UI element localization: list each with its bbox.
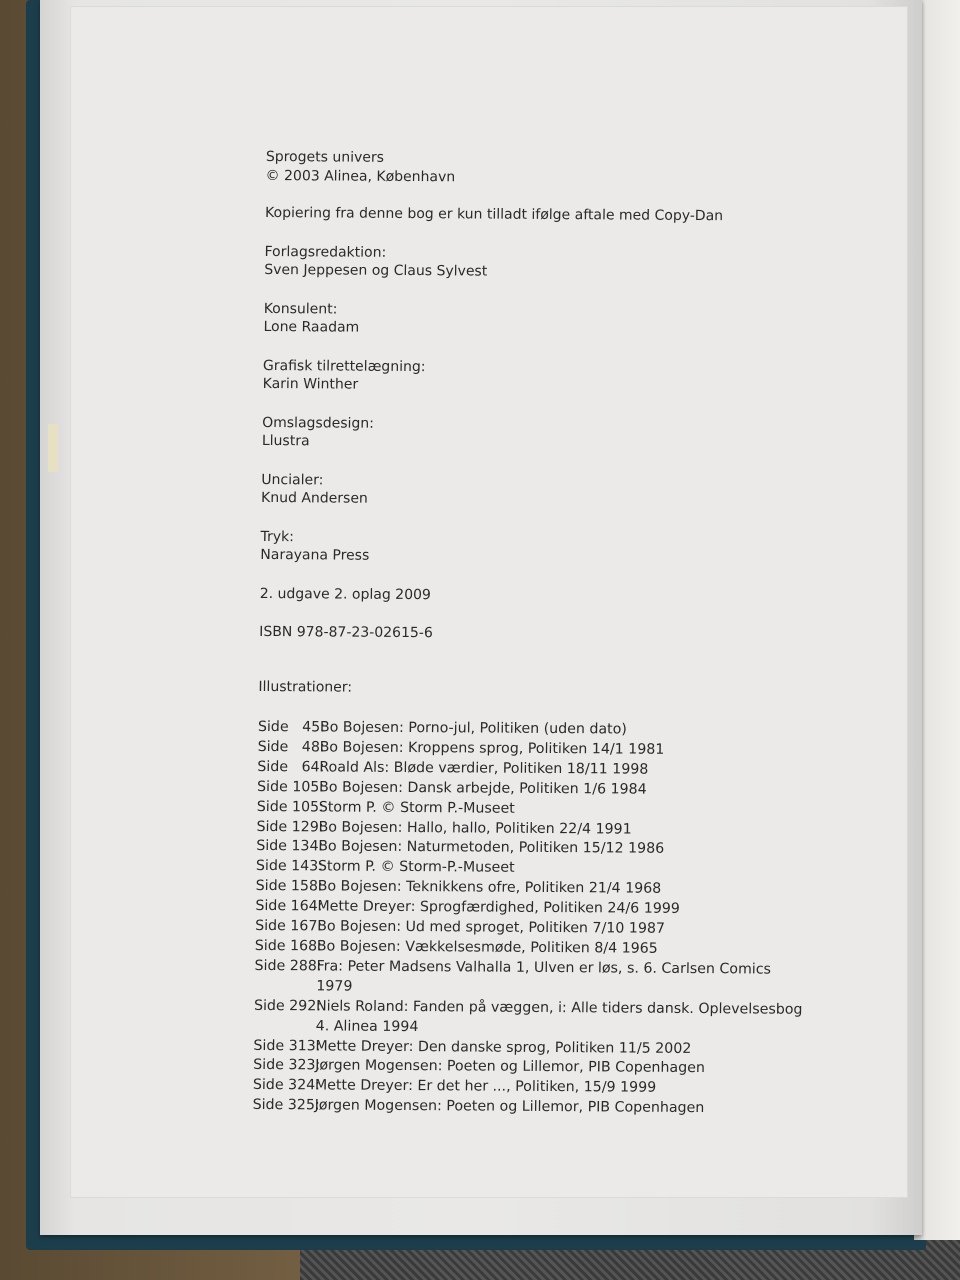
illustration-credit: Bo Bojesen: Naturmetoden, Politiken 15/12 1986 [318, 838, 665, 858]
credit-label: Uncialer: [261, 471, 324, 488]
illustration-page: Side 134: [256, 838, 324, 855]
credit-block [263, 299, 824, 340]
illustration-credit: Bo Bojesen: Kroppens sprog, Politiken 14/1 1981 [319, 739, 665, 758]
illustration-page: Side 324: [252, 1077, 321, 1094]
illustration-page: Side 158: [255, 878, 323, 895]
list-item [254, 997, 815, 1041]
illustration-page: Side 325: [252, 1097, 320, 1114]
illustration-credit: Bo Bojesen: Ud med sproget, Politiken 7/10 1987 [317, 918, 666, 937]
illustration-credit: Bo Bojesen: Teknikkens ofre, Politiken 21/4 1968 [317, 878, 662, 898]
credit-value: Karin Winther [262, 375, 359, 393]
illustration-credit: Storm P. © Storm P.-Museet [318, 799, 515, 817]
illustration-credit: Niels Roland: Fanden på væggen, i: Alle tiders dansk. Oplevelsesbog 4. Alinea 1994 [315, 998, 803, 1035]
illustration-page: Side 167: [255, 918, 323, 935]
edition-line: 2. udgave 2. oplag 2009 [259, 585, 431, 603]
credit-label: Konsulent: [263, 300, 338, 318]
illustration-page: Side 288: [254, 957, 322, 975]
illustration-page: Side 105: [256, 798, 324, 816]
illustration-credit: Roald Als: Bløde værdier, Politiken 18/11 1998 [319, 759, 649, 778]
bookmark-ribbon [48, 424, 58, 472]
copyright-line: © 2003 Alinea, København [265, 167, 456, 185]
list-item [254, 957, 815, 1001]
illustration-credit: Mette Dreyer: Den danske sprog, Politiken 11/5 2002 [315, 1037, 692, 1057]
credit-block [263, 356, 824, 397]
illustration-credit: Mette Dreyer: Sprogfærdighed, Politiken 24/6 1999 [317, 898, 680, 918]
illustration-credit: Jørgen Mogensen: Poeten og Lillemor, PIB Copenhagen [315, 1057, 705, 1077]
illustration-page: Side 164: [255, 898, 323, 915]
illustration-credit: Fra: Peter Madsens Valhalla 1, Ulven er løs, s. 6. Carlsen Comics 1979 [316, 958, 772, 995]
illustration-page: Side 292: [253, 997, 322, 1015]
illustration-credit: Mette Dreyer: Er det her ..., Politiken, 15/9 1999 [314, 1077, 657, 1097]
illustration-page: Side 323: [253, 1057, 321, 1074]
book-title: Sprogets univers [265, 148, 385, 166]
illustration-page: Side 143: [255, 858, 324, 875]
illustrations-heading: Illustrationer: [258, 678, 353, 696]
credit-label: Tryk: [260, 528, 295, 545]
credit-block [264, 242, 825, 283]
credit-value: Llustra [261, 432, 310, 450]
illustration-credit: Storm P. © Storm-P.-Museet [317, 858, 515, 877]
illustration-page: Side 313: [253, 1037, 321, 1054]
illustration-page: Side 48: [257, 738, 325, 756]
credit-value: Sven Jeppesen og Claus Sylvest [264, 261, 488, 280]
credit-block [262, 413, 823, 454]
credit-label: Omslagsdesign: [262, 414, 375, 432]
credit-value: Narayana Press [260, 546, 370, 564]
illustration-credit: Jørgen Mogensen: Poeten og Lillemor, PIB Copenhagen [314, 1097, 705, 1117]
illustration-credit: Bo Bojesen: Porno-jul, Politiken (uden dato) [319, 719, 628, 738]
illustration-page: Side 105: [256, 778, 325, 796]
illustration-page: Side 129: [256, 818, 324, 835]
copy-notice: Kopiering fra denne bog er kun tilladt ifølge aftale med Copy-Dan [264, 204, 724, 225]
credit-block [260, 527, 821, 568]
illustration-page: Side 64: [257, 758, 325, 776]
illustrations-list [252, 718, 818, 1120]
illustration-page: Side 168: [254, 937, 323, 955]
colophon-text [252, 148, 826, 1120]
credit-label: Grafisk tilrettelægning: [262, 357, 426, 375]
credit-label: Forlagsredaktion: [264, 243, 387, 261]
illustration-credit: Bo Bojesen: Vækkelsesmøde, Politiken 8/4 1965 [316, 938, 658, 957]
isbn-line: ISBN 978-87-23-02615-6 [259, 623, 433, 642]
illustration-credit: Bo Bojesen: Dansk arbejde, Politiken 1/6 1984 [318, 779, 647, 798]
illustration-credit: Bo Bojesen: Hallo, hallo, Politiken 22/4 1991 [318, 818, 632, 838]
credit-value: Lone Raadam [263, 318, 360, 336]
illustration-page: Side 45: [257, 718, 326, 736]
list-item [252, 1096, 812, 1120]
credit-value: Knud Andersen [261, 489, 368, 507]
credit-block [261, 470, 822, 511]
